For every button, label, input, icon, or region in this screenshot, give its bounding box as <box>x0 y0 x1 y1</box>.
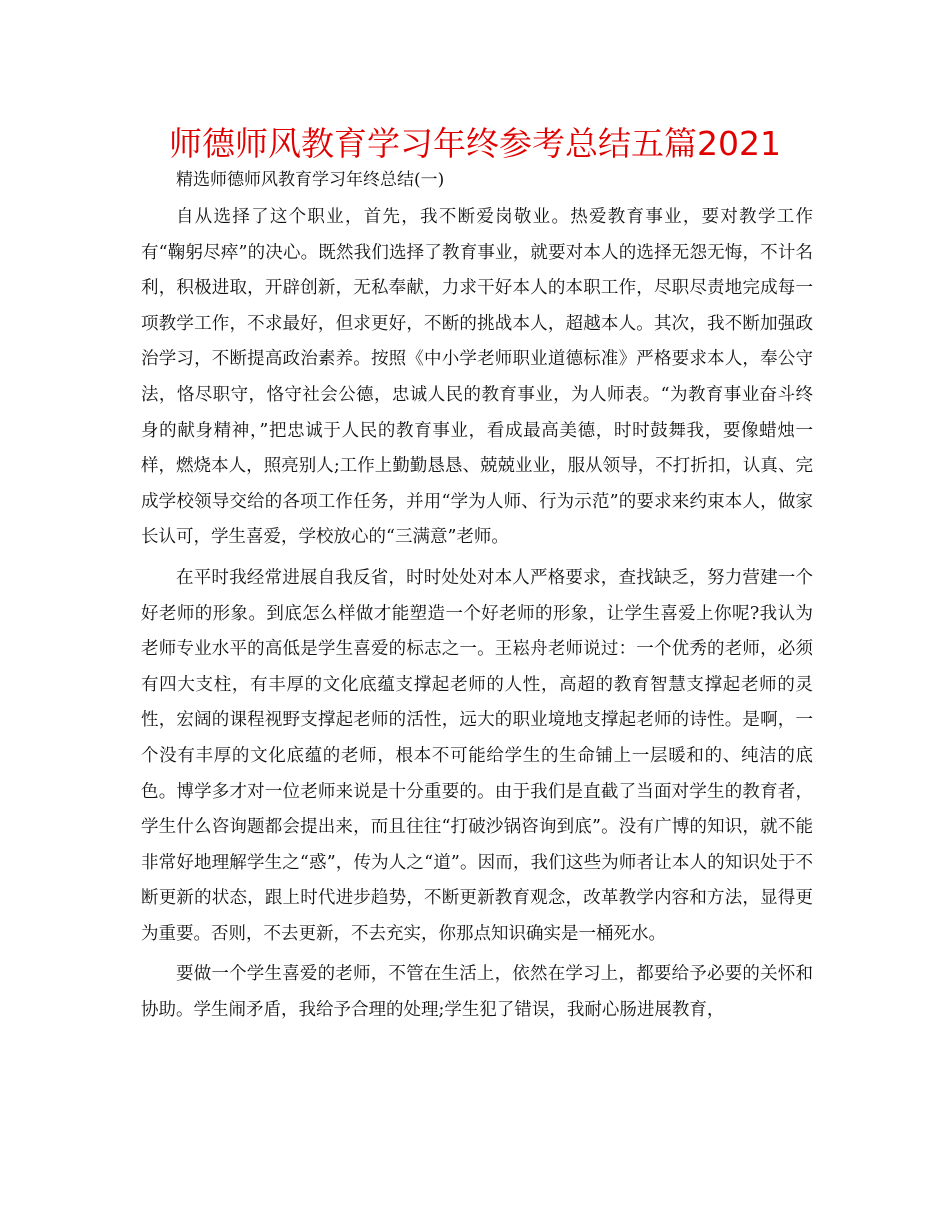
paragraph-2: 在平时我经常进展自我反省，时时处处对本人严格要求，查找缺乏，努力营建一个好老师的形象。到底怎么样做才能塑造一个好老师的形象，让学生喜爱上你呢?我认为老师专业水平的高低是学生喜爱的标志之一。王崧舟老师说过：一个优秀的老师，必须有四大支柱，有丰厚的文化底蕴支撑起老师的人性，高超的教育智慧支撑起老师的灵性，宏阔的课程视野支撑起老师的活性，远大的职业境地支撑起老师的诗性。是啊，一个没有丰厚的文化底蕴的老师，根本不可能给学生的生命铺上一层暖和的、纯洁的底色。博学多才对一位老师来说是十分重要的。由于我们是直截了当面对学生的教育者，学生什么咨询题都会提出来，而且往往“打破沙锅咨询到底”。没有广博的知识，就不能非常好地理解学生之“惑”，传为人之“道”。因而，我们这些为师者让本人的知识处于不断更新的状态，跟上时代进步趋势，不断更新教育观念，改革教学内容和方法，显得更为重要。否则，不去更新，不去充实，你那点知识确实是一桶死水。 <box>141 567 813 944</box>
paragraph-1: 自从选择了这个职业，首先，我不断爱岗敬业。热爱教育事业，要对教学工作有“鞠躬尽瘁”的决心。既然我们选择了教育事业，就要对本人的选择无怨无悔，不计名利，积极进取，开辟创新，无私奉献，力求干好本人的本职工作，尽职尽责地完成每一项教学工作，不求最好，但求更好，不断的挑战本人，超越本人。其次，我不断加强政治学习，不断提高政治素养。按照《中小学老师职业道德标准》严格要求本人，奉公守法，恪尽职守，恪守社会公德，忠诚人民的教育事业，为人师表。“为教育事业奋斗终身的献身精神，”把忠诚于人民的教育事业，看成最高美德，时时鼓舞我，要像蜡烛一样，燃烧本人，照亮别人;工作上勤勤恳恳、兢兢业业，服从领导，不打折扣，认真、完成学校领导交给的各项工作任务，并用“学为人师、行为示范”的要求来约束本人，做家长认可，学生喜爱，学校放心的“三满意”老师。 <box>141 207 813 548</box>
document-subtitle: 精选师德师风教育学习年终总结(一) <box>176 170 445 190</box>
paragraph-3: 要做一个学生喜爱的老师，不管在生活上，依然在学习上，都要给予必要的关怀和协助。学生闹矛盾，我给予合理的处理;学生犯了错误，我耐心肠进展教育， <box>141 964 813 1021</box>
document-title: 师德师风教育学习年终参考总结五篇2021 <box>169 124 781 163</box>
document-body <box>141 200 813 1034</box>
